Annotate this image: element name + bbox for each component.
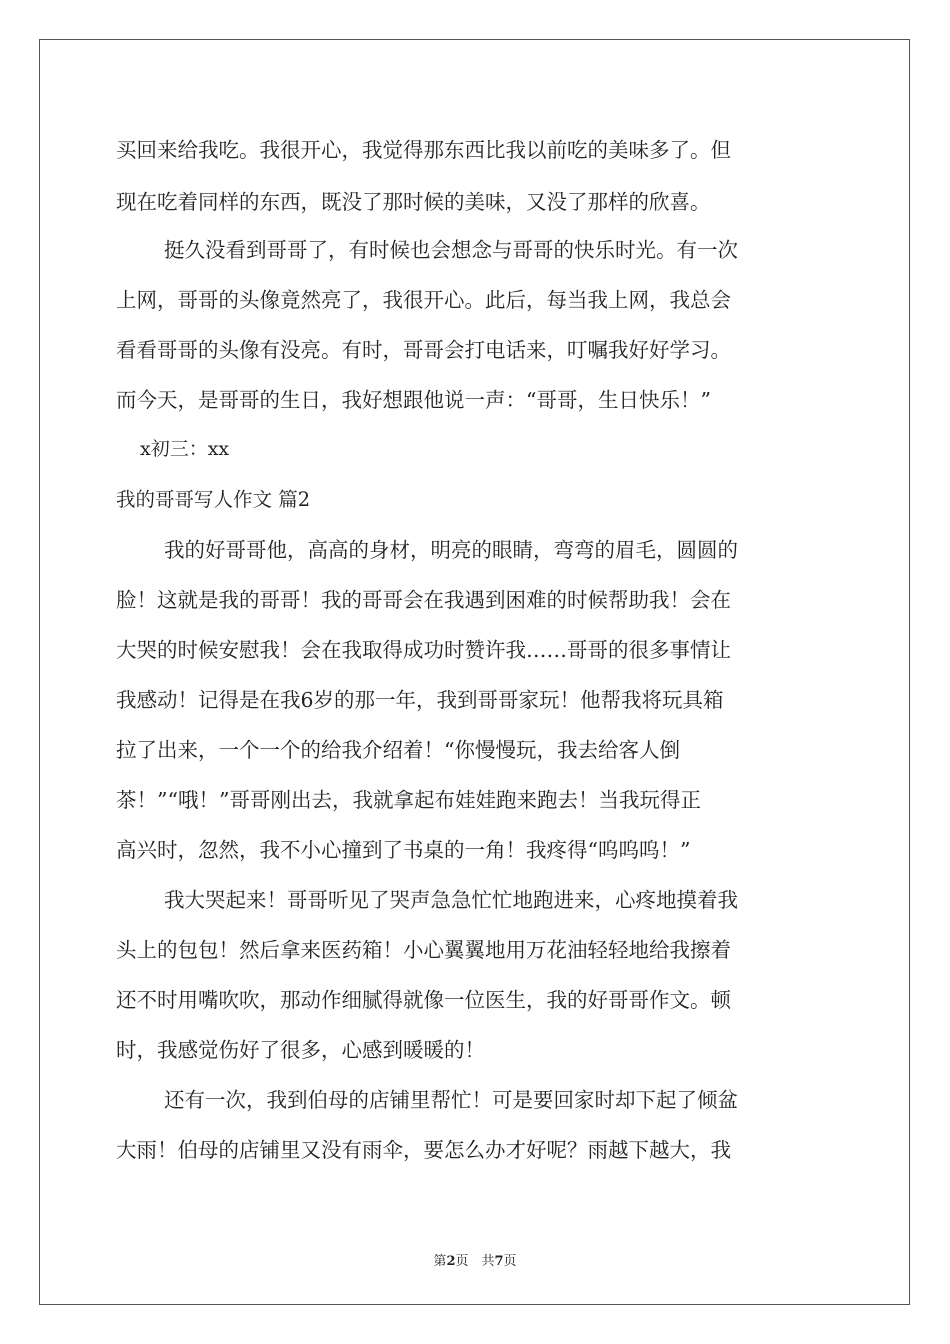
text-line: 买回来给我吃。我很开心，我觉得那东西比我以前吃的美味多了。但 xyxy=(116,138,731,162)
text-line: 头上的包包！然后拿来医药箱！小心翼翼地用万花油轻轻地给我擦着 xyxy=(116,938,731,962)
page-mid: 页 共 xyxy=(455,1254,495,1269)
page-current: 2 xyxy=(446,1254,456,1269)
paragraph-start-line: 我的好哥哥他，高高的身材，明亮的眼睛，弯弯的眉毛，圆圆的 xyxy=(164,538,738,562)
paragraph-start-line: 我大哭起来！哥哥听见了哭声急急忙忙地跑进来，心疼地摸着我 xyxy=(164,888,738,912)
text-line: 而今天，是哥哥的生日，我好想跟他说一声：“哥哥，生日快乐！” xyxy=(116,388,711,412)
section-heading: 我的哥哥写人作文 篇2 xyxy=(116,488,311,511)
page-border xyxy=(39,39,910,1305)
page-footer xyxy=(0,1250,950,1269)
page-total: 7 xyxy=(494,1254,504,1269)
paragraph-start-line: 挺久没看到哥哥了，有时候也会想念与哥哥的快乐时光。有一次 xyxy=(164,238,738,262)
text-line: 高兴时，忽然，我不小心撞到了书桌的一角！我疼得“呜呜呜！” xyxy=(116,838,691,862)
text-line: 脸！这就是我的哥哥！我的哥哥会在我遇到困难的时候帮助我！会在 xyxy=(116,588,731,612)
page-prefix: 第 xyxy=(433,1254,447,1269)
text-line: 我感动！记得是在我6岁的那一年，我到哥哥家玩！他帮我将玩具箱 xyxy=(116,688,724,712)
text-line: 大哭的时候安慰我！会在我取得成功时赞许我……哥哥的很多事情让 xyxy=(116,638,731,662)
text-line: 还不时用嘴吹吹，那动作细腻得就像一位医生，我的好哥哥作文。顿 xyxy=(116,988,731,1012)
page-suffix: 页 xyxy=(503,1254,517,1269)
text-line: 上网，哥哥的头像竟然亮了，我很开心。此后，每当我上网，我总会 xyxy=(116,288,731,312)
author-line: x初三：xx xyxy=(140,438,230,460)
text-line: 时，我感觉伤好了很多，心感到暖暖的！ xyxy=(116,1038,485,1062)
text-line: 拉了出来，一个一个的给我介绍着！“你慢慢玩，我去给客人倒 xyxy=(116,738,680,762)
text-line: 茶！”“哦！”哥哥刚出去，我就拿起布娃娃跑来跑去！当我玩得正 xyxy=(116,788,701,812)
text-line: 大雨！伯母的店铺里又没有雨伞，要怎么办才好呢？雨越下越大，我 xyxy=(116,1138,731,1162)
paragraph-start-line: 还有一次，我到伯母的店铺里帮忙！可是要回家时却下起了倾盆 xyxy=(164,1088,738,1112)
text-line: 看看哥哥的头像有没亮。有时，哥哥会打电话来，叮嘱我好好学习。 xyxy=(116,338,731,362)
text-line: 现在吃着同样的东西，既没了那时候的美味，又没了那样的欣喜。 xyxy=(116,190,711,214)
